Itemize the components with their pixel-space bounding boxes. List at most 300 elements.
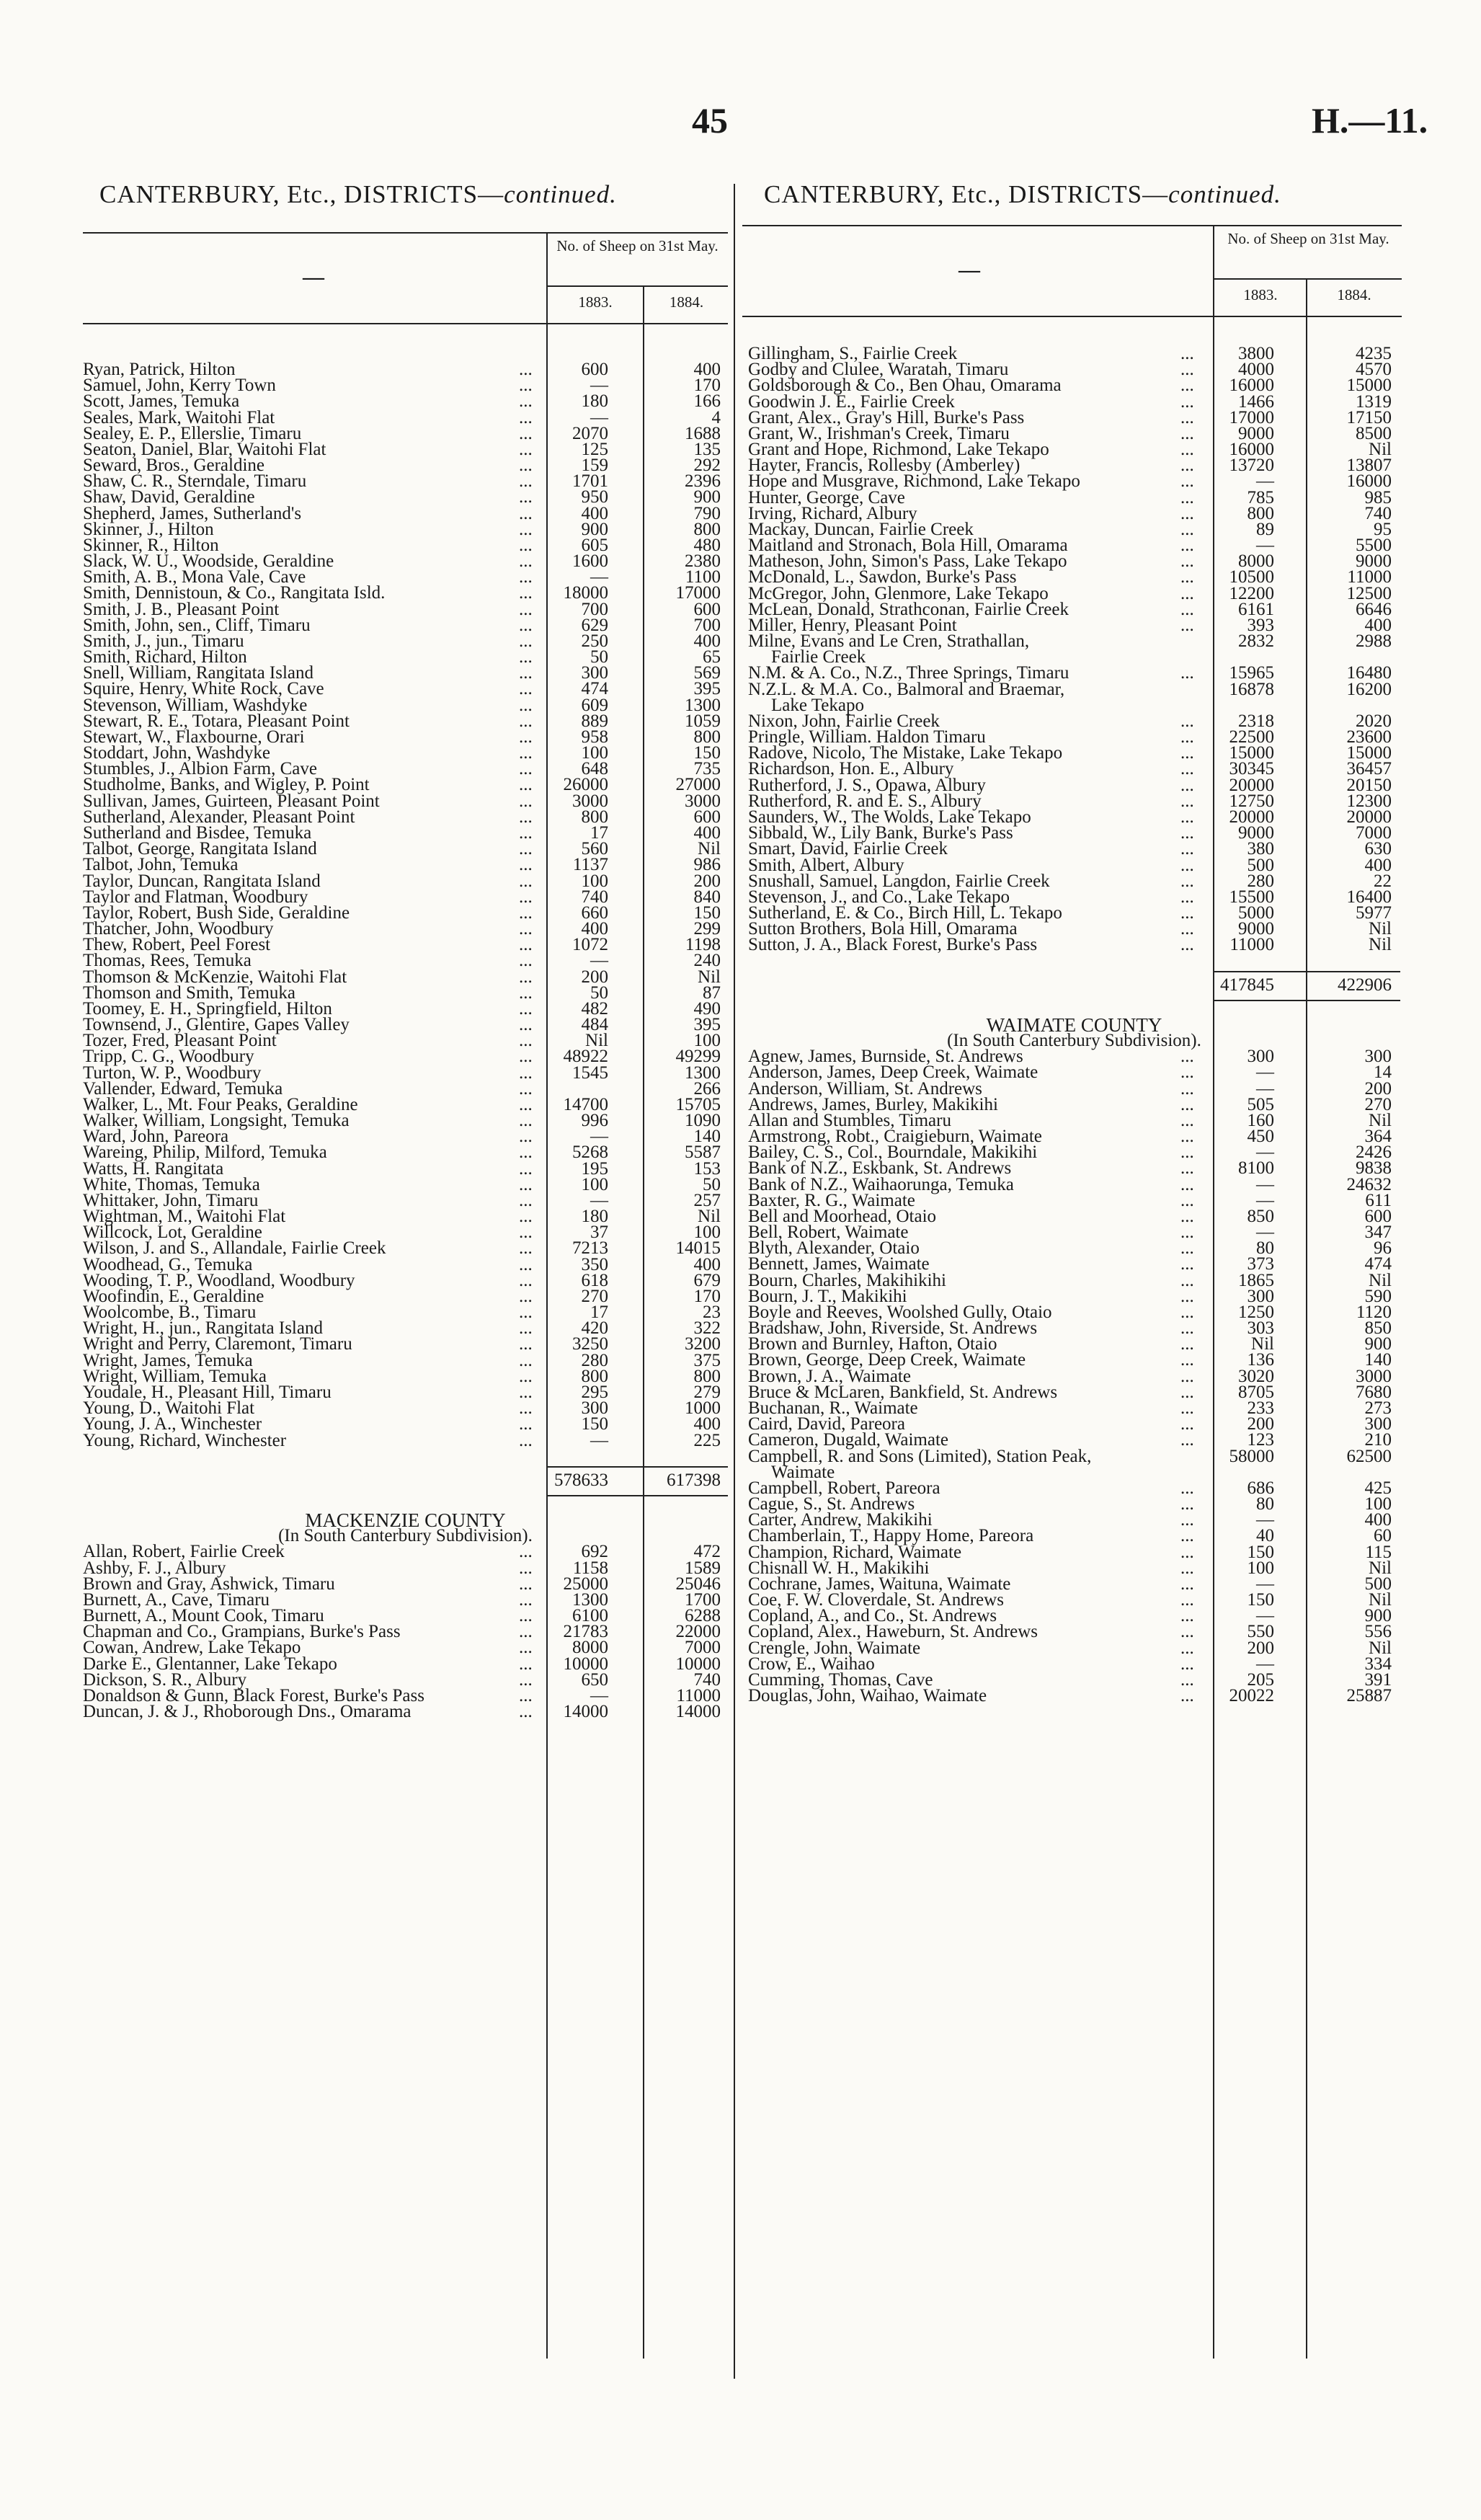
county-heading: WAIMATE COUNTY bbox=[986, 1013, 1162, 1036]
sheep-1884: 611 bbox=[1365, 1190, 1392, 1210]
owner-name: Cowan, Andrew, Lake Tekapo bbox=[83, 1638, 301, 1658]
sheep-1884: 20000 bbox=[1346, 807, 1392, 827]
leader-dots: ... bbox=[519, 1414, 533, 1434]
owner-name: Grant, Alex., Gray's Hill, Burke's Pass bbox=[748, 407, 1025, 427]
leader-dots: ... bbox=[1180, 1606, 1194, 1626]
sheep-1884: 9838 bbox=[1356, 1158, 1392, 1179]
sheep-1884: 20150 bbox=[1346, 775, 1392, 795]
owner-name: Wooding, T. P., Woodland, Woodbury bbox=[83, 1270, 355, 1290]
leader-dots: ... bbox=[1180, 1622, 1194, 1642]
sheep-1884: 12500 bbox=[1346, 583, 1392, 603]
sheep-1883: 740 bbox=[581, 887, 608, 907]
leader-dots: ... bbox=[1180, 711, 1194, 731]
leader-dots: ... bbox=[1180, 1238, 1194, 1259]
sheep-1884: 2426 bbox=[1356, 1143, 1392, 1163]
sheep-1883: 100 bbox=[581, 743, 608, 763]
owner-name: Boyle and Reeves, Woolshed Gully, Otaio bbox=[748, 1302, 1052, 1322]
leader-dots: ... bbox=[519, 967, 533, 987]
sheep-1883: 17000 bbox=[1229, 407, 1274, 427]
sheep-1883: 629 bbox=[581, 615, 608, 635]
sheep-1883: 5268 bbox=[572, 1143, 608, 1163]
sheep-1883: 295 bbox=[581, 1383, 608, 1402]
leader-dots: ... bbox=[519, 759, 533, 779]
leader-dots: ... bbox=[1180, 1127, 1194, 1147]
owner-name: Townsend, J., Glentire, Gapes Valley bbox=[83, 1015, 350, 1035]
sheep-1884: 600 bbox=[693, 807, 721, 827]
sheep-1884: 490 bbox=[693, 998, 721, 1019]
leader-dots: ... bbox=[1180, 807, 1194, 827]
sheep-1883: 2318 bbox=[1238, 711, 1274, 731]
owner-name: Tozer, Fred, Pleasant Point bbox=[83, 1031, 277, 1051]
sheep-1883: — bbox=[1256, 1174, 1274, 1194]
sheep-1883: 12200 bbox=[1229, 583, 1274, 603]
owner-name: Crow, E., Waihao bbox=[748, 1654, 875, 1674]
owner-name: Taylor, Duncan, Rangitata Island bbox=[83, 871, 321, 891]
sheep-1884: 474 bbox=[1364, 1254, 1392, 1274]
owner-name: Copland, Alex., Haweburn, St. Andrews bbox=[748, 1622, 1039, 1642]
sheep-1883: 16000 bbox=[1229, 440, 1274, 460]
owner-name: Taylor, Robert, Bush Side, Geraldine bbox=[83, 902, 350, 923]
sheep-1884: 3200 bbox=[685, 1334, 721, 1354]
page-number: 45 bbox=[692, 100, 728, 141]
sheep-1883: 30345 bbox=[1229, 759, 1274, 779]
sheep-1883: 14700 bbox=[563, 1094, 608, 1114]
leader-dots: ... bbox=[519, 1223, 533, 1243]
owner-name: Thew, Robert, Peel Forest bbox=[83, 935, 271, 955]
sheep-1884: 740 bbox=[1364, 503, 1392, 523]
owner-name: Wilson, J. and S., Allandale, Fairlie Creek bbox=[83, 1238, 386, 1259]
sheep-1883: — bbox=[1256, 1190, 1274, 1210]
leader-dots: ... bbox=[1180, 1062, 1194, 1083]
leader-dots: ... bbox=[519, 743, 533, 763]
leader-dots: ... bbox=[519, 695, 533, 715]
owner-name: Smith, Richard, Hilton bbox=[83, 647, 247, 667]
owner-name: Thomson & McKenzie, Waitohi Flat bbox=[83, 967, 347, 987]
leader-dots: ... bbox=[1180, 376, 1194, 396]
owner-name: Crengle, John, Waimate bbox=[748, 1638, 921, 1658]
leader-dots: ... bbox=[1180, 519, 1194, 539]
sheep-1883: 50 bbox=[590, 647, 608, 667]
leader-dots: ... bbox=[519, 1078, 533, 1099]
owner-name: Young, D., Waitohi Flat bbox=[83, 1398, 255, 1419]
owner-name: Coe, F. W. Cloverdale, St. Andrews bbox=[748, 1590, 1004, 1610]
leader-dots: ... bbox=[519, 1558, 533, 1578]
sheep-1884: 23600 bbox=[1346, 727, 1392, 747]
sheep-1884: 200 bbox=[1364, 1078, 1392, 1099]
sheep-1883: 3020 bbox=[1238, 1366, 1274, 1386]
sheep-1883: 4000 bbox=[1238, 360, 1274, 380]
sheep-1883: 136 bbox=[1247, 1350, 1274, 1370]
leader-dots: ... bbox=[1180, 1223, 1194, 1243]
leader-dots: ... bbox=[519, 583, 533, 603]
owner-name: Walker, William, Longsight, Temuka bbox=[83, 1111, 350, 1131]
leader-dots: ... bbox=[519, 1254, 533, 1274]
leader-dots: ... bbox=[1180, 583, 1194, 603]
sheep-1884: 400 bbox=[693, 631, 721, 651]
sheep-1884: 300 bbox=[1364, 1414, 1392, 1434]
leader-dots: ... bbox=[1180, 391, 1194, 412]
owner-name: Bennett, James, Waimate bbox=[748, 1254, 930, 1274]
sheep-1884: 790 bbox=[693, 503, 721, 523]
owner-name: Sibbald, W., Lily Bank, Burke's Pass bbox=[748, 823, 1013, 843]
sheep-1884: 16480 bbox=[1346, 663, 1392, 683]
sheep-1883: 15965 bbox=[1229, 663, 1274, 683]
sheep-1884: 292 bbox=[693, 456, 721, 476]
sheep-1883: 7213 bbox=[572, 1238, 608, 1259]
sheep-1884: 225 bbox=[693, 1430, 721, 1450]
sheep-1883: 20000 bbox=[1229, 775, 1274, 795]
sheep-1883: 550 bbox=[1247, 1622, 1274, 1642]
sheep-1883: 8000 bbox=[1238, 551, 1274, 572]
sheep-1883: 1250 bbox=[1238, 1302, 1274, 1322]
leader-dots: ... bbox=[1180, 1414, 1194, 1434]
sheep-1883: 13720 bbox=[1229, 456, 1274, 476]
sheep-1884: 3000 bbox=[685, 791, 721, 811]
sheep-1883: 40 bbox=[1256, 1526, 1274, 1546]
sheep-1884: 100 bbox=[1364, 1494, 1392, 1514]
sheep-1883: 1072 bbox=[572, 935, 608, 955]
owner-name: Stumbles, J., Albion Farm, Cave bbox=[83, 759, 317, 779]
leader-dots: ... bbox=[519, 1031, 533, 1051]
leader-dots: ... bbox=[519, 855, 533, 875]
total-row bbox=[83, 1465, 728, 1496]
leader-dots: ... bbox=[519, 1638, 533, 1658]
owner-name: Skinner, J., Hilton bbox=[83, 519, 214, 539]
sheep-1884: 5587 bbox=[685, 1143, 721, 1163]
sheep-1883: 280 bbox=[1247, 871, 1274, 891]
leader-dots: ... bbox=[519, 1589, 533, 1610]
leader-dots: ... bbox=[1180, 775, 1194, 795]
leader-dots: ... bbox=[1180, 1669, 1194, 1690]
leader-dots: ... bbox=[1180, 1078, 1194, 1099]
sheep-1883: 950 bbox=[581, 487, 608, 507]
leader-dots: ... bbox=[1180, 1366, 1194, 1386]
owner-name: Goldsborough & Co., Ben Ohau, Omarama bbox=[748, 376, 1062, 396]
sheep-1883: 6161 bbox=[1238, 599, 1274, 619]
owner-name: Seales, Mark, Waitohi Flat bbox=[83, 407, 275, 427]
sheep-1884: 22 bbox=[1374, 871, 1392, 891]
sheep-1884: 800 bbox=[693, 519, 721, 539]
sheep-1884: 800 bbox=[693, 1366, 721, 1386]
sheep-1883: 180 bbox=[581, 391, 608, 412]
owner-name: Sutherland, Alexander, Pleasant Point bbox=[83, 807, 355, 827]
sheep-1883: — bbox=[1256, 1606, 1274, 1626]
sheep-1884: 740 bbox=[693, 1669, 721, 1690]
leader-dots: ... bbox=[1180, 1654, 1194, 1674]
leader-dots: ... bbox=[1180, 1206, 1194, 1226]
left-table-body bbox=[83, 362, 728, 1720]
owner-name: Turton, W. P., Woodbury bbox=[83, 1062, 262, 1083]
leader-dots: ... bbox=[519, 1111, 533, 1131]
sheep-1884: 2396 bbox=[685, 471, 721, 492]
owner-name: Smith, John, sen., Cliff, Timaru bbox=[83, 615, 311, 635]
sheep-1884: 900 bbox=[693, 487, 721, 507]
sheep-1884: 985 bbox=[1364, 487, 1392, 507]
owner-name: Andrews, James, Burley, Makikihi bbox=[748, 1094, 998, 1114]
right-title-cont: continued. bbox=[1168, 180, 1281, 208]
owner-name: Duncan, J. & J., Rhoborough Dns., Omarama bbox=[83, 1702, 412, 1722]
leader-dots: ... bbox=[519, 839, 533, 859]
owner-name: N.Z.L. & M.A. Co., Balmoral and Braemar, bbox=[748, 679, 1065, 699]
leader-dots: ... bbox=[1180, 1398, 1194, 1418]
sheep-1883: 889 bbox=[581, 711, 608, 731]
leader-dots: ... bbox=[519, 982, 533, 1003]
sheep-1883: 800 bbox=[581, 1366, 608, 1386]
sheep-1883: 393 bbox=[1247, 615, 1274, 635]
leader-dots: ... bbox=[1180, 423, 1194, 443]
owner-name: Bruce & McLaren, Bankfield, St. Andrews bbox=[748, 1382, 1058, 1402]
sheep-1883: 996 bbox=[581, 1111, 608, 1131]
leader-dots: ... bbox=[1180, 1334, 1194, 1354]
owner-name: Whittaker, John, Timaru bbox=[83, 1190, 259, 1210]
owner-name: Studholme, Banks, and Wigley, P. Point bbox=[83, 775, 370, 795]
sheep-1883: 16000 bbox=[1229, 376, 1274, 396]
sheep-1883: 1137 bbox=[572, 855, 608, 875]
owner-name: Hope and Musgrave, Richmond, Lake Tekapo bbox=[748, 471, 1080, 492]
leader-dots: ... bbox=[1180, 855, 1194, 875]
owner-name: Bank of N.Z., Eskbank, St. Andrews bbox=[748, 1158, 1012, 1179]
sheep-1884: 400 bbox=[1364, 1510, 1392, 1530]
sheep-1883: 600 bbox=[581, 360, 608, 379]
owner-name: Smith, A. B., Mona Vale, Cave bbox=[83, 567, 306, 587]
sheep-1884: 900 bbox=[1364, 1606, 1392, 1626]
sheep-1884: 10000 bbox=[675, 1654, 721, 1674]
sheep-1884: 153 bbox=[693, 1158, 721, 1179]
owner-name: Woofindin, E., Geraldine bbox=[83, 1286, 264, 1306]
sheep-1884: 600 bbox=[693, 599, 721, 619]
sheep-1884: 150 bbox=[693, 902, 721, 923]
leader-dots: ... bbox=[1180, 1174, 1194, 1194]
sheep-1883: 3800 bbox=[1238, 344, 1274, 363]
sheep-1884: 36457 bbox=[1346, 759, 1392, 779]
leader-dots: ... bbox=[1180, 1302, 1194, 1322]
owner-name: Seward, Bros., Geraldine bbox=[83, 456, 265, 476]
sheep-1883: 26000 bbox=[563, 775, 608, 795]
sheep-1884: 6646 bbox=[1356, 599, 1392, 619]
leader-dots: ... bbox=[519, 519, 533, 539]
sheep-1884: 62500 bbox=[1346, 1446, 1392, 1466]
owner-name: Talbot, George, Rangitata Island bbox=[83, 839, 317, 859]
sheep-1883: 5000 bbox=[1238, 903, 1274, 923]
right-table-body bbox=[748, 346, 1400, 1704]
owner-name: Brown, J. A., Waimate bbox=[748, 1366, 911, 1386]
owner-name: Sutton Brothers, Bola Hill, Omarama bbox=[748, 919, 1018, 939]
sheep-1884: 1300 bbox=[685, 695, 721, 715]
sheep-1883: 195 bbox=[581, 1158, 608, 1179]
sheep-1884: 569 bbox=[693, 663, 721, 683]
leader-dots: ... bbox=[519, 902, 533, 923]
sheep-1884: 1059 bbox=[685, 711, 721, 731]
sheep-1883: 482 bbox=[581, 998, 608, 1019]
sheep-1883: — bbox=[590, 407, 608, 427]
leader-dots: ... bbox=[519, 791, 533, 811]
leader-dots: ... bbox=[519, 935, 533, 955]
table-row bbox=[748, 937, 1400, 953]
owner-name: Wareing, Philip, Milford, Temuka bbox=[83, 1143, 327, 1163]
owner-name: Blyth, Alexander, Otaio bbox=[748, 1238, 920, 1259]
sheep-1883: 12750 bbox=[1229, 791, 1274, 811]
leader-dots: ... bbox=[1180, 759, 1194, 779]
sheep-1884: Nil bbox=[1369, 1110, 1392, 1130]
leader-dots: ... bbox=[1180, 1638, 1194, 1658]
sheep-1883: 300 bbox=[581, 1398, 608, 1419]
leader-dots: ... bbox=[519, 998, 533, 1019]
table-row bbox=[83, 1704, 728, 1720]
owner-name: Milne, Evans and Le Cren, Strathallan, bbox=[748, 631, 1030, 652]
sheep-1883: 1466 bbox=[1238, 391, 1274, 412]
sheep-1884: 25046 bbox=[675, 1574, 721, 1594]
leader-dots: ... bbox=[1180, 1494, 1194, 1514]
spacer bbox=[748, 954, 1400, 970]
sheep-1883: — bbox=[1256, 1510, 1274, 1530]
owner-name: Chamberlain, T., Happy Home, Pareora bbox=[748, 1526, 1034, 1546]
owner-name: Chapman and Co., Grampians, Burke's Pass bbox=[83, 1622, 401, 1642]
owner-name: Brown and Gray, Ashwick, Timaru bbox=[83, 1574, 335, 1594]
owner-name: Grant and Hope, Richmond, Lake Tekapo bbox=[748, 440, 1049, 460]
sheep-1883: 650 bbox=[581, 1669, 608, 1690]
owner-name: Vallender, Edward, Temuka bbox=[83, 1078, 283, 1099]
sheep-1884: 23 bbox=[703, 1303, 721, 1323]
leader-dots: ... bbox=[1180, 1270, 1194, 1290]
sheep-1883: 15000 bbox=[1229, 743, 1274, 763]
right-header-dash: — bbox=[959, 258, 980, 282]
sheep-1884: 25887 bbox=[1346, 1686, 1392, 1706]
sheep-1884: Nil bbox=[1369, 1270, 1392, 1290]
leader-dots: ... bbox=[1180, 1350, 1194, 1370]
sheep-1884: 5500 bbox=[1356, 536, 1392, 556]
owner-name: Ryan, Patrick, Hilton bbox=[83, 360, 236, 379]
sheep-1884: 95 bbox=[1374, 519, 1392, 539]
leader-dots: ... bbox=[1180, 440, 1194, 460]
right-title-main: CANTERBURY, Etc., DISTRICTS— bbox=[764, 180, 1169, 208]
sheep-1883: 89 bbox=[1256, 519, 1274, 539]
leader-dots: ... bbox=[519, 1366, 533, 1386]
sheep-1884: Nil bbox=[1369, 1638, 1392, 1658]
sheep-1884: 15705 bbox=[675, 1094, 721, 1114]
owner-name: Anderson, James, Deep Creek, Waimate bbox=[748, 1062, 1039, 1083]
leader-dots: ... bbox=[1180, 487, 1194, 507]
owner-name: Cague, S., St. Andrews bbox=[748, 1494, 915, 1514]
sheep-1884: 22000 bbox=[675, 1622, 721, 1642]
leader-dots: ... bbox=[1180, 456, 1194, 476]
sheep-1884: 12300 bbox=[1346, 791, 1392, 811]
leader-dots: ... bbox=[1180, 1558, 1194, 1578]
sheep-1883: 3000 bbox=[572, 791, 608, 811]
table-row bbox=[83, 1430, 728, 1450]
sheep-1884: 1700 bbox=[685, 1589, 721, 1610]
sheep-1883: 500 bbox=[1247, 855, 1274, 875]
owner-name: Armstrong, Robt., Craigieburn, Waimate bbox=[748, 1127, 1042, 1147]
leader-dots: ... bbox=[1180, 1286, 1194, 1306]
owner-name: Carter, Andrew, Makikihi bbox=[748, 1510, 933, 1530]
sheep-1883: 80 bbox=[1256, 1238, 1274, 1259]
sheep-1884: 257 bbox=[693, 1190, 721, 1210]
owner-name: Cochrane, James, Waituna, Waimate bbox=[748, 1574, 1011, 1594]
sheep-1883: — bbox=[1256, 471, 1274, 492]
leader-dots: ... bbox=[519, 1430, 533, 1450]
owner-name: Willcock, Lot, Geraldine bbox=[83, 1223, 262, 1243]
owner-name: Tripp, C. G., Woodbury bbox=[83, 1047, 254, 1067]
left-header-1884: 1884. bbox=[669, 293, 704, 311]
sheep-1883: 150 bbox=[1247, 1542, 1274, 1562]
sheep-1884: 150 bbox=[693, 743, 721, 763]
owner-name: Bourn, Charles, Makihikihi bbox=[748, 1270, 946, 1290]
owner-name: Hunter, George, Cave bbox=[748, 487, 905, 507]
leader-dots: ... bbox=[519, 1398, 533, 1419]
sheep-1884: 11000 bbox=[676, 1685, 721, 1705]
sheep-1883: 1158 bbox=[572, 1558, 608, 1578]
owner-name: Squire, Henry, White Rock, Cave bbox=[83, 679, 324, 699]
owner-name: Bell and Moorhead, Otaio bbox=[748, 1206, 937, 1226]
leader-dots: ... bbox=[1180, 663, 1194, 683]
leader-dots: ... bbox=[519, 1542, 533, 1562]
owner-name: Sullivan, James, Guirteen, Pleasant Point bbox=[83, 791, 380, 811]
owner-name: Brown and Burnley, Hafton, Otaio bbox=[748, 1334, 997, 1354]
sheep-1884: 210 bbox=[1364, 1430, 1392, 1450]
document-code: H.—11. bbox=[1312, 100, 1428, 141]
sheep-1884: 140 bbox=[693, 1127, 721, 1147]
leader-dots: ... bbox=[1180, 1110, 1194, 1130]
sheep-1884: Nil bbox=[1369, 1558, 1392, 1578]
leader-dots: ... bbox=[519, 599, 533, 619]
sheep-1883: — bbox=[590, 1127, 608, 1147]
sheep-1884: 1090 bbox=[685, 1111, 721, 1131]
owner-name: Skinner, R., Hilton bbox=[83, 535, 219, 555]
leader-dots: ... bbox=[519, 535, 533, 555]
leader-dots: ... bbox=[1180, 1382, 1194, 1402]
sheep-1883: 50 bbox=[590, 982, 608, 1003]
owner-name: Chisnall W. H., Makikihi bbox=[748, 1558, 930, 1578]
right-header-1884: 1884. bbox=[1337, 286, 1371, 303]
sheep-1883: 280 bbox=[581, 1350, 608, 1370]
total-1883: 417845 bbox=[1220, 975, 1274, 995]
owner-name: N.M. & A. Co., N.Z., Three Springs, Timaru bbox=[748, 663, 1069, 683]
leader-dots: ... bbox=[1180, 823, 1194, 843]
sheep-1884: 500 bbox=[1364, 1574, 1392, 1594]
sheep-1883: 450 bbox=[1247, 1127, 1274, 1147]
leader-dots: ... bbox=[519, 439, 533, 459]
sheep-1883: — bbox=[590, 1190, 608, 1210]
sheep-1883: 605 bbox=[581, 535, 608, 555]
owner-name: Champion, Richard, Waimate bbox=[748, 1542, 962, 1562]
leader-dots: ... bbox=[519, 807, 533, 827]
sheep-1883: 958 bbox=[581, 727, 608, 747]
sheep-1883: 618 bbox=[581, 1270, 608, 1290]
sheep-1884: 425 bbox=[1364, 1478, 1392, 1498]
sheep-1884: 1000 bbox=[685, 1398, 721, 1419]
owner-name: Bourn, J. T., Makikihi bbox=[748, 1286, 907, 1306]
leader-dots: ... bbox=[519, 1127, 533, 1147]
owner-name: Waimate bbox=[771, 1462, 835, 1482]
leader-dots: ... bbox=[1180, 743, 1194, 763]
owner-name: Miller, Henry, Pleasant Point bbox=[748, 615, 957, 635]
owner-name: Sutton, J. A., Black Forest, Burke's Pass bbox=[748, 935, 1038, 955]
sheep-1883: Nil bbox=[1251, 1334, 1274, 1354]
sheep-1884: 60 bbox=[1374, 1526, 1392, 1546]
sheep-1883: 2070 bbox=[572, 423, 608, 443]
leader-dots: ... bbox=[519, 1143, 533, 1163]
owner-name: Campbell, Robert, Pareora bbox=[748, 1478, 940, 1498]
sheep-1884: 15000 bbox=[1346, 743, 1392, 763]
sheep-1884: 15000 bbox=[1346, 376, 1392, 396]
owner-name: Wright and Perry, Claremont, Timaru bbox=[83, 1334, 352, 1354]
owner-name: Mackay, Duncan, Fairlie Creek bbox=[748, 519, 974, 539]
owner-name: Bradshaw, John, Riverside, St. Andrews bbox=[748, 1318, 1038, 1339]
sheep-1883: 58000 bbox=[1229, 1446, 1274, 1466]
sheep-1884: 400 bbox=[693, 1414, 721, 1434]
sheep-1884: 700 bbox=[693, 615, 721, 635]
leader-dots: ... bbox=[1180, 903, 1194, 923]
